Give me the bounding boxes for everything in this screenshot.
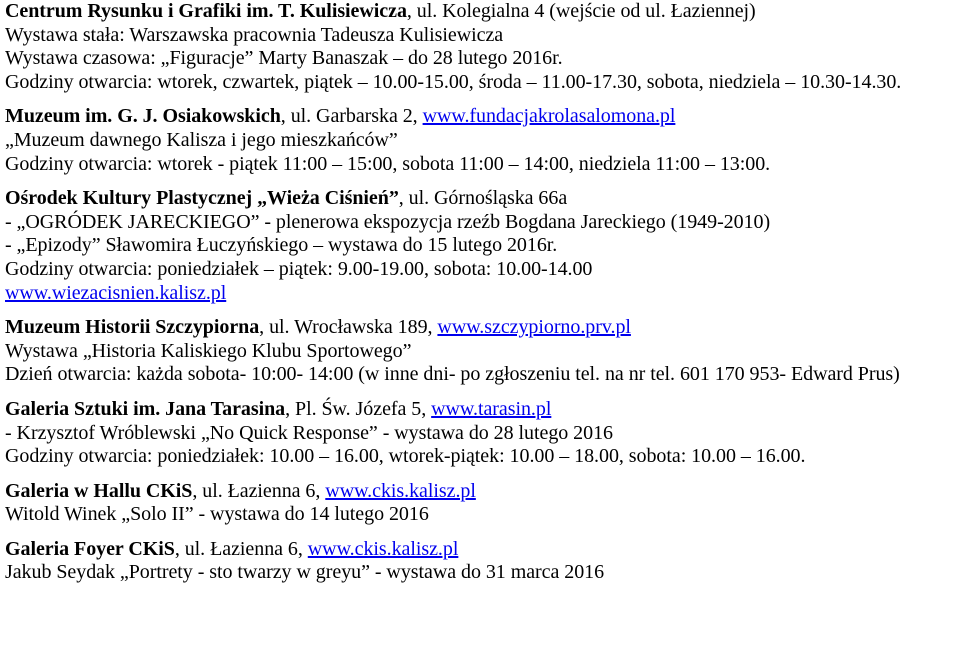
venue-name: Centrum Rysunku i Grafiki im. T. Kulisiewicza: [5, 0, 407, 22]
venue-heading: [5, 398, 960, 422]
venue-info-line: Wystawa czasowa: „Figuracje” Marty Banaszak – do 28 lutego 2016r.: [5, 47, 563, 70]
venue-info-line: - Krzysztof Wróblewski „No Quick Response” - wystawa do 28 lutego 2016: [5, 421, 613, 444]
venue-hours: Godziny otwarcia: poniedziałek: 10.00 – 16.00, wtorek-piątek: 10.00 – 18.00, sobota: 10.00 – 16.00.: [5, 445, 806, 468]
venue-address: , ul. Łazienna 6,: [174, 537, 308, 560]
venue-address: , ul. Garbarska 2,: [280, 105, 423, 128]
venue-wieza-cisnien: [5, 187, 960, 305]
venue-hours: Godziny otwarcia: wtorek, czwartek, piątek – 10.00-15.00, środa – 11.00-17.30, sobota, niedziela – 10.30-14.30.: [5, 70, 902, 93]
venue-website-link[interactable]: www.szczypiorno.prv.pl: [437, 316, 631, 339]
venue-heading: [5, 480, 960, 504]
venue-name: Ośrodek Kultury Plastycznej „Wieża Ciśnień”: [5, 187, 399, 210]
venue-galeria-foyer-ckis: [5, 538, 960, 585]
venue-info-line: Witold Winek „Solo II” - wystawa do 14 lutego 2016: [5, 503, 429, 526]
venue-name: Muzeum Historii Szczypiorna: [5, 316, 260, 339]
venue-name: Galeria w Hallu CKiS: [5, 479, 193, 502]
venue-address: , Pl. Św. Józefa 5,: [285, 397, 432, 420]
venue-galeria-tarasina: [5, 398, 960, 469]
venue-name: Galeria Sztuki im. Jana Tarasina: [5, 397, 286, 420]
venue-website-link[interactable]: www.tarasin.pl: [431, 397, 552, 420]
venue-centrum-rysunku: [5, 0, 960, 94]
venue-galeria-hallu-ckis: [5, 480, 960, 527]
venue-heading: [5, 538, 960, 562]
venue-address: , ul. Łazienna 6,: [192, 479, 326, 502]
venue-info-line: Wystawa stała: Warszawska pracownia Tadeusza Kulisiewicza: [5, 23, 504, 46]
venue-muzeum-osiakowskich: [5, 105, 960, 176]
venue-website-link[interactable]: www.ckis.kalisz.pl: [325, 479, 476, 502]
venue-info-line: Wystawa „Historia Kaliskiego Klubu Sportowego”: [5, 339, 412, 362]
venue-address: , ul. Górnośląska 66a: [398, 187, 568, 210]
venue-heading: [5, 187, 960, 211]
venue-heading: [5, 0, 960, 24]
venue-website-link[interactable]: www.wiezacisnien.kalisz.pl: [5, 281, 227, 304]
venue-muzeum-szczypiorna: [5, 316, 960, 387]
venue-name: Muzeum im. G. J. Osiakowskich: [5, 105, 281, 128]
venue-website-link[interactable]: www.ckis.kalisz.pl: [307, 537, 459, 560]
venue-address: , ul. Wrocławska 189,: [259, 316, 438, 339]
venue-address: , ul. Kolegialna 4 (wejście od ul. Łaziennej): [406, 0, 756, 22]
venue-name: Galeria Foyer CKiS: [5, 537, 175, 560]
venue-hours: Godziny otwarcia: poniedziałek – piątek: 9.00-19.00, sobota: 10.00-14.00: [5, 257, 593, 280]
venue-heading: [5, 105, 960, 129]
venue-hours: Dzień otwarcia: każda sobota- 10:00- 14:00 (w inne dni- po zgłoszeniu tel. na nr tel. 601 170 953- Edward Prus): [5, 363, 900, 386]
venue-info-line: - „OGRÓDEK JARECKIEGO” - plenerowa ekspozycja rzeźb Bogdana Jareckiego (1949-2010): [5, 210, 771, 233]
venue-heading: [5, 316, 960, 340]
venue-hours: Godziny otwarcia: wtorek - piątek 11:00 – 15:00, sobota 11:00 – 14:00, niedziela 11:00 – 13:00.: [5, 152, 771, 175]
venue-info-line: „Muzeum dawnego Kalisza i jego mieszkańców”: [5, 128, 398, 151]
venue-info-line: Jakub Seydak „Portrety - sto twarzy w greyu” - wystawa do 31 marca 2016: [5, 561, 605, 584]
venue-website-link[interactable]: www.fundacjakrolasalomona.pl: [422, 105, 676, 128]
venue-website-line: [5, 282, 960, 306]
venue-info-line: - „Epizody” Sławomira Łuczyńskiego – wystawa do 15 lutego 2016r.: [5, 234, 558, 257]
